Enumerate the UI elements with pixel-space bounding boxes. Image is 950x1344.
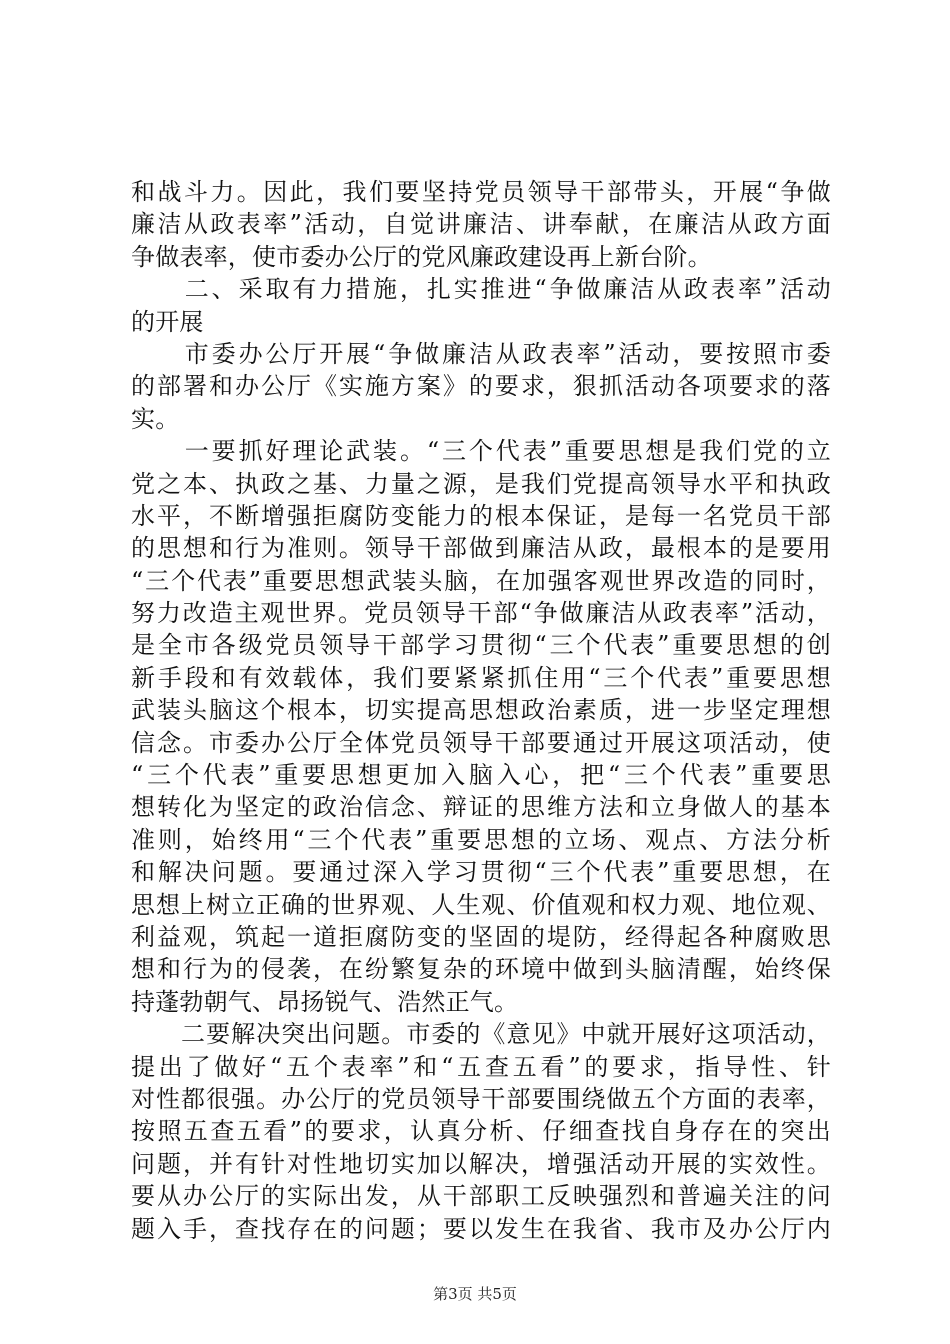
text-line: 信念。市委办公厅全体党员领导干部要通过开展这项活动，使 <box>131 728 831 757</box>
text-line: 要从办公厅的实际出发，从干部职工反映强烈和普遍关注的问 <box>131 1182 831 1211</box>
text-line: 按照五查五看”的要求，认真分析、仔细查找自身存在的突出 <box>131 1117 831 1146</box>
text-line: 实。 <box>131 404 180 433</box>
text-line: 廉洁从政表率”活动，自觉讲廉洁、讲奉献，在廉洁从政方面 <box>131 210 831 239</box>
text-line: 的思想和行为准则。领导干部做到廉洁从政，最根本的是要用 <box>131 534 831 563</box>
text-line: 思想上树立正确的世界观、人生观、价值观和权力观、地位观、 <box>131 890 831 919</box>
text-line: 努力改造主观世界。党员领导干部“争做廉洁从政表率”活动， <box>131 599 831 628</box>
text-line: 武装头脑这个根本，切实提高思想政治素质，进一步坚定理想 <box>131 696 831 725</box>
text-line: 党之本、执政之基、力量之源，是我们党提高领导水平和执政 <box>131 469 831 498</box>
text-line: 是全市各级党员领导干部学习贯彻“三个代表”重要思想的创 <box>131 631 831 660</box>
text-line: 争做表率，使市委办公厅的党风廉政建设再上新台阶。 <box>131 242 712 271</box>
text-line: “三个代表”重要思想武装头脑，在加强客观世界改造的同时， <box>131 566 831 595</box>
text-line: 和战斗力。因此，我们要坚持党员领导干部带头，开展“争做 <box>131 178 831 206</box>
text-line: 利益观，筑起一道拒腐防变的坚固的堤防，经得起各种腐败思 <box>131 922 831 951</box>
document-body <box>131 176 831 1245</box>
text-line: 题入手，查找存在的问题；要以发生在我省、我市及办公厅内 <box>131 1214 831 1243</box>
text-line: 想和行为的侵袭，在纷繁复杂的环境中做到头脑清醒，始终保 <box>131 955 831 984</box>
text-line: 的部署和办公厅《实施方案》的要求，狠抓活动各项要求的落 <box>131 372 831 401</box>
text-line: 的开展 <box>131 307 204 336</box>
text-line: 想转化为坚定的政治信念、辩证的思维方法和立身做人的基本 <box>131 793 831 822</box>
text-line: “三个代表”重要思想更加入脑入心，把“三个代表”重要思 <box>131 761 831 790</box>
text-line: 二、采取有力措施，扎实推进“争做廉洁从政表率”活动 <box>131 275 831 304</box>
text-line: 水平，不断增强拒腐防变能力的根本保证，是每一名党员干部 <box>131 501 831 530</box>
text-line: 准则，始终用“三个代表”重要思想的立场、观点、方法分析 <box>131 825 831 854</box>
text-line: 和解决问题。要通过深入学习贯彻“三个代表”重要思想，在 <box>131 858 831 887</box>
text-line: 一要抓好理论武装。“三个代表”重要思想是我们党的立 <box>131 437 831 466</box>
text-line: 对性都很强。办公厅的党员领导干部要围绕做五个方面的表率， <box>131 1084 831 1113</box>
text-line: 新手段和有效载体，我们要紧紧抓住用“三个代表”重要思想 <box>131 663 831 692</box>
page-footer: 第3页 共5页 <box>433 1285 517 1303</box>
text-line: 二要解决突出问题。市委的《意见》中就开展好这项活动， <box>131 1020 831 1049</box>
text-line: 持蓬勃朝气、昂扬锐气、浩然正气。 <box>131 987 519 1016</box>
text-line: 提出了做好“五个表率”和“五查五看”的要求，指导性、针 <box>131 1052 831 1081</box>
text-line: 问题，并有针对性地切实加以解决，增强活动开展的实效性。 <box>131 1149 831 1178</box>
text-line: 市委办公厅开展“争做廉洁从政表率”活动，要按照市委 <box>131 339 831 368</box>
